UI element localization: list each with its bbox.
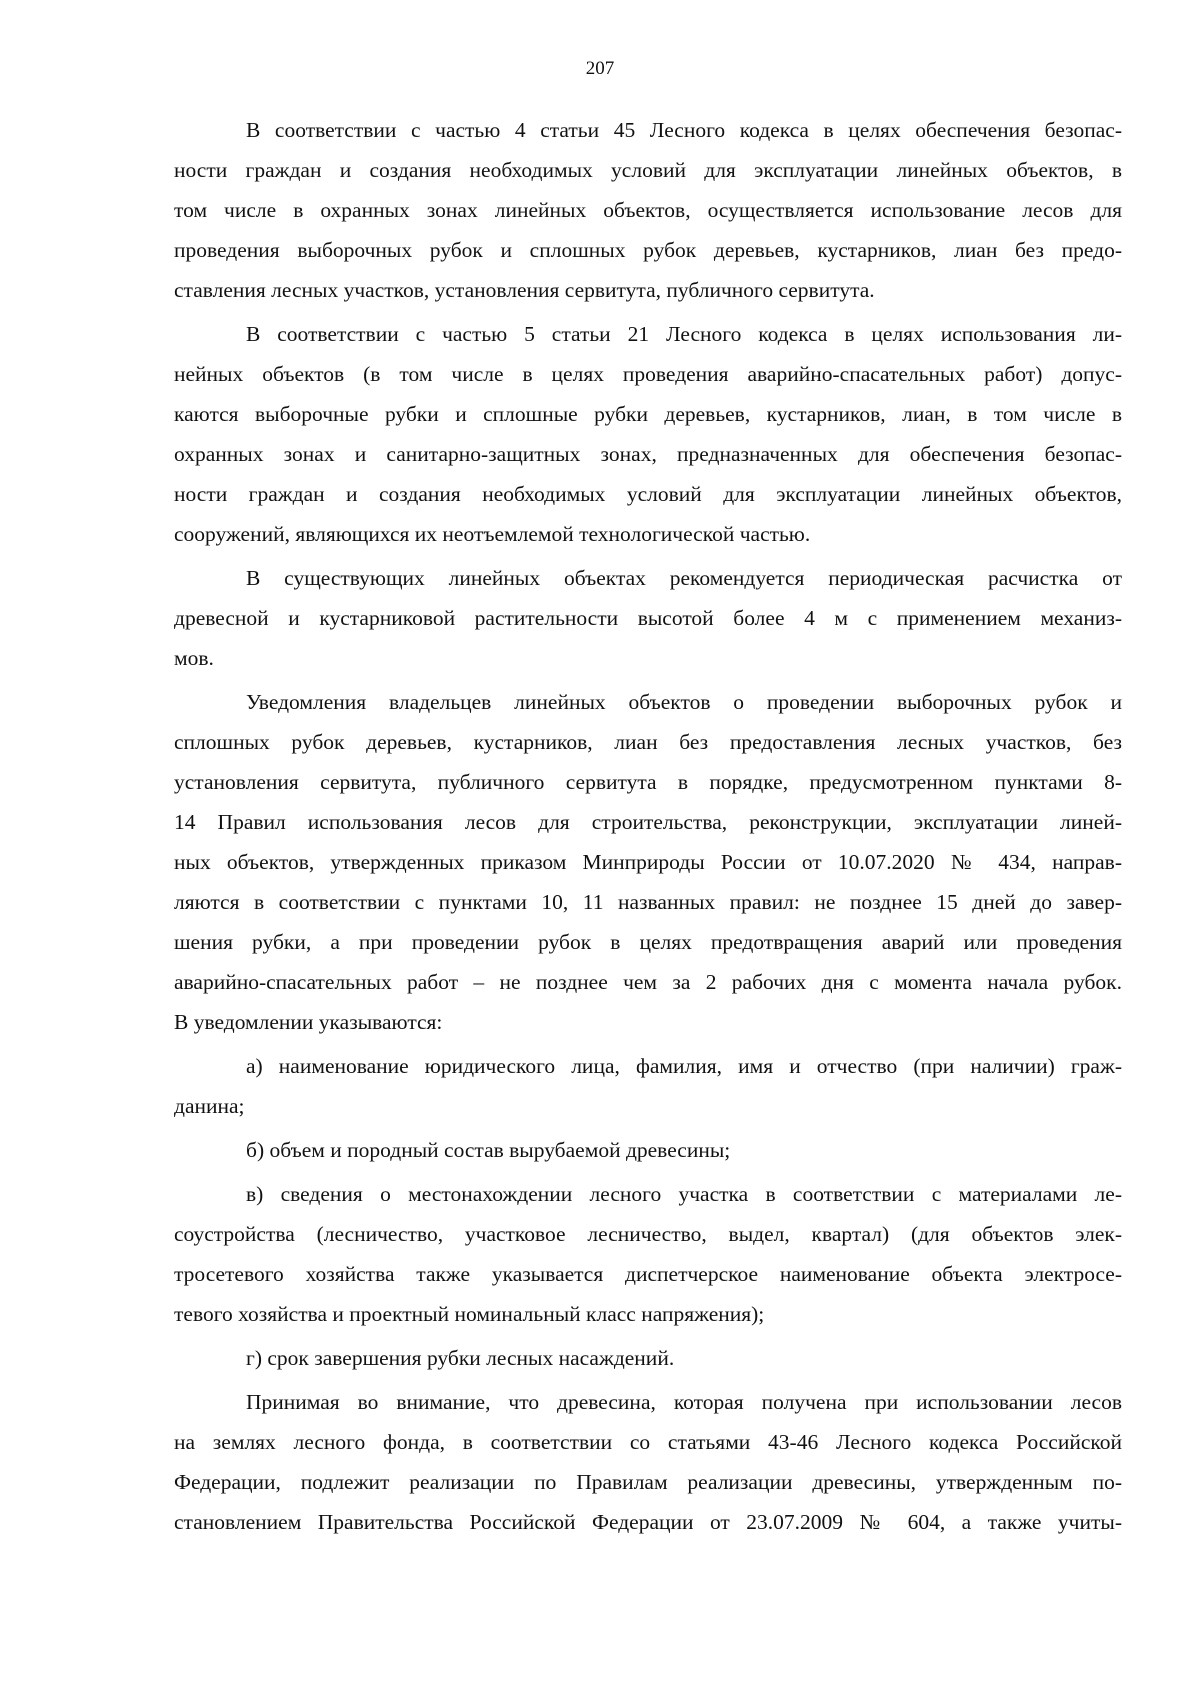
text-line: становлением Правительства Российской Федерации от 23.07.2009 № 604, а также учиты- [174, 1510, 1122, 1534]
text-line: ности граждан и создания необходимых условий для эксплуатации линейных объектов, в [174, 158, 1122, 182]
text-line: ных объектов, утвержденных приказом Минприроды России от 10.07.2020 № 434, направ- [174, 850, 1122, 874]
text-line: данина; [174, 1094, 245, 1118]
text-line: ляются в соответствии с пунктами 10, 11 названных правил: не позднее 15 дней до завер- [174, 890, 1122, 914]
text-line: мов. [174, 646, 214, 670]
text-line: том числе в охранных зонах линейных объектов, осуществляется использование лесов для [174, 198, 1122, 222]
text-line: сплошных рубок деревьев, кустарников, лиан без предоставления лесных участков, без [174, 730, 1122, 754]
text-line: нейных объектов (в том числе в целях проведения аварийно-спасательных работ) допус- [174, 362, 1122, 386]
list-item-b [174, 1130, 1122, 1170]
paragraph-article-45 [174, 110, 1122, 310]
text-line: соустройства (лесничество, участковое лесничество, выдел, квартал) (для объектов элек- [174, 1222, 1122, 1246]
text-line: г) срок завершения рубки лесных насаждений. [246, 1346, 675, 1370]
text-line: на землях лесного фонда, в соответствии со статьями 43-46 Лесного кодекса Российской [174, 1430, 1122, 1454]
text-line: каются выборочные рубки и сплошные рубки деревьев, кустарников, лиан, в том числе в [174, 402, 1122, 426]
text-line: тевого хозяйства и проектный номинальный класс напряжения); [174, 1302, 765, 1326]
paragraph-notifications [174, 682, 1122, 1042]
text-line: шения рубки, а при проведении рубок в целях предотвращения аварий или проведения [174, 930, 1122, 954]
text-line: В существующих линейных объектах рекомендуется периодическая расчистка от [246, 566, 1122, 590]
text-line: В уведомлении указываются: [174, 1010, 443, 1034]
text-line: Принимая во внимание, что древесина, которая получена при использовании лесов [246, 1390, 1122, 1414]
text-line: проведения выборочных рубок и сплошных рубок деревьев, кустарников, лиан без предо- [174, 238, 1122, 262]
text-line: аварийно-спасательных работ – не позднее чем за 2 рабочих дня с момента начала рубок. [174, 970, 1122, 994]
paragraph-clearing [174, 558, 1122, 678]
list-item-v [174, 1174, 1122, 1334]
document-body [174, 110, 1122, 1542]
list-item-a [174, 1046, 1122, 1126]
paragraph-article-21 [174, 314, 1122, 554]
text-line: ности граждан и создания необходимых условий для эксплуатации линейных объектов, [174, 482, 1122, 506]
list-item-g [174, 1338, 1122, 1378]
text-line: в) сведения о местонахождении лесного участка в соответствии с материалами ле- [246, 1182, 1122, 1206]
text-line: ставления лесных участков, установления сервитута, публичного сервитута. [174, 278, 875, 302]
text-line: сооружений, являющихся их неотъемлемой технологической частью. [174, 522, 811, 546]
page-number: 207 [585, 58, 615, 79]
text-line: древесной и кустарниковой растительности высотой более 4 м с применением механиз- [174, 606, 1122, 630]
text-line: Уведомления владельцев линейных объектов о проведении выборочных рубок и [246, 690, 1122, 714]
text-line: В соответствии с частью 4 статьи 45 Лесного кодекса в целях обеспечения безопас- [246, 118, 1122, 142]
text-line: Федерации, подлежит реализации по Правилам реализации древесины, утвержденным по- [174, 1470, 1122, 1494]
text-line: а) наименование юридического лица, фамилия, имя и отчество (при наличии) граж- [246, 1054, 1122, 1078]
text-line: установления сервитута, публичного сервитута в порядке, предусмотренном пунктами 8- [174, 770, 1122, 794]
text-line: охранных зонах и санитарно-защитных зонах, предназначенных для обеспечения безопас- [174, 442, 1122, 466]
text-line: б) объем и породный состав вырубаемой древесины; [246, 1138, 731, 1162]
text-line: В соответствии с частью 5 статьи 21 Лесного кодекса в целях использования ли- [246, 322, 1122, 346]
paragraph-timber-sale [174, 1382, 1122, 1542]
text-line: тросетевого хозяйства также указывается диспетчерское наименование объекта электросе- [174, 1262, 1122, 1286]
text-line: 14 Правил использования лесов для строительства, реконструкции, эксплуатации линей- [174, 810, 1122, 834]
